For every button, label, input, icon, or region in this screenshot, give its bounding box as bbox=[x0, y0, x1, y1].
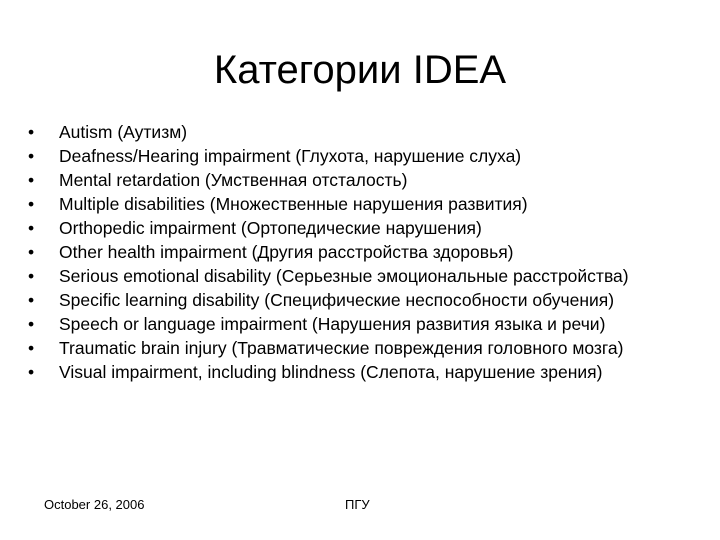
slide-title: Категории IDEA bbox=[213, 48, 507, 92]
list-item-text: Autism (Аутизм) bbox=[59, 122, 188, 142]
list-item-text: Specific learning disability (Специфические неспособности обучения) bbox=[59, 290, 615, 310]
bullet-icon: • bbox=[28, 362, 35, 382]
bullet-icon: • bbox=[28, 314, 35, 334]
list-item bbox=[26, 148, 702, 165]
list-item bbox=[26, 220, 702, 237]
bullet-icon: • bbox=[28, 266, 35, 286]
list-item bbox=[26, 244, 702, 261]
bullet-icon: • bbox=[28, 146, 35, 166]
list-item-text: Serious emotional disability (Серьезные эмоциональные расстройства) bbox=[59, 266, 629, 286]
bullet-icon: • bbox=[28, 122, 35, 142]
list-item-text: Speech or language impairment (Нарушения развития языка и речи) bbox=[59, 314, 606, 334]
list-item-text: Orthopedic impairment (Ортопедические нарушения) bbox=[59, 218, 482, 238]
idea-categories-list bbox=[26, 124, 702, 388]
list-item bbox=[26, 268, 702, 285]
list-item-text: Other health impairment (Другия расстройства здоровья) bbox=[59, 242, 514, 262]
list-item bbox=[26, 316, 702, 333]
list-item-text: Deafness/Hearing impairment (Глухота, нарушение слуха) bbox=[59, 146, 522, 166]
bullet-icon: • bbox=[28, 338, 35, 358]
bullet-icon: • bbox=[28, 242, 35, 262]
footer-date: October 26, 2006 bbox=[44, 497, 145, 512]
bullet-icon: • bbox=[28, 194, 35, 214]
list-item-text: Mental retardation (Умственная отсталость) bbox=[59, 170, 408, 190]
list-item bbox=[26, 196, 702, 213]
list-item-text: Visual impairment, including blindness (Слепота, нарушение зрения) bbox=[59, 362, 603, 382]
list-item bbox=[26, 340, 702, 357]
list-item-text: Multiple disabilities (Множественные нарушения развития) bbox=[59, 194, 528, 214]
list-item bbox=[26, 292, 702, 309]
list-item bbox=[26, 364, 702, 381]
bullet-icon: • bbox=[28, 290, 35, 310]
list-item bbox=[26, 172, 702, 189]
list-item-text: Traumatic brain injury (Травматические повреждения головного мозга) bbox=[59, 338, 624, 358]
footer-organization: ПГУ bbox=[345, 497, 370, 512]
bullet-icon: • bbox=[28, 170, 35, 190]
list-item bbox=[26, 124, 702, 141]
bullet-icon: • bbox=[28, 218, 35, 238]
